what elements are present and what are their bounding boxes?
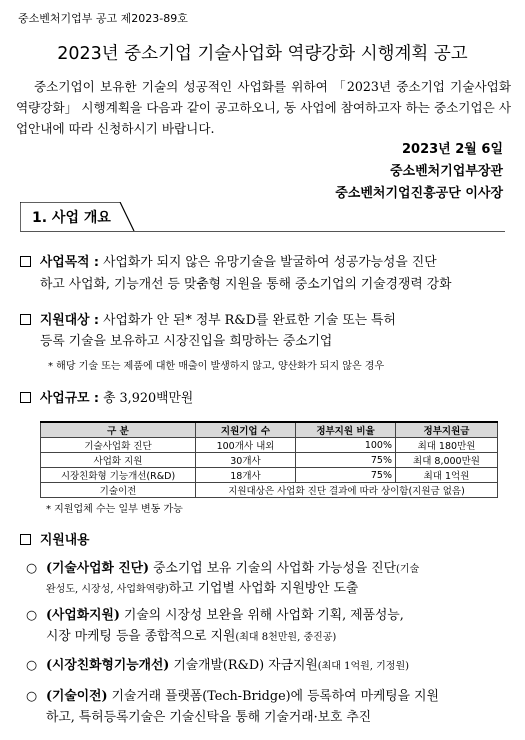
list-item-small: 완성도, 시장성, 사업화역량) [46, 584, 169, 595]
scale-text: 총 3,920백만원 [103, 391, 194, 406]
content-item [20, 530, 500, 551]
purpose-head: 사업목적 : [40, 255, 100, 270]
table-cell: 75% [296, 468, 396, 483]
budget-table [40, 421, 498, 498]
list-item [26, 686, 504, 708]
section-divider [20, 231, 505, 232]
table-cell: 최대 180만원 [396, 438, 498, 453]
table-row [41, 468, 498, 483]
table-header-row [41, 422, 498, 438]
table-cell: 사업화 지원 [41, 453, 196, 468]
table-row [41, 483, 498, 498]
table-cell: 시장친화형 기능개선(R&D) [41, 468, 196, 483]
table-cell: 75% [296, 453, 396, 468]
list-item-text: 기술거래 플랫폼(Tech-Bridge)에 등록하여 마케팅을 지원 [107, 689, 439, 704]
list-item-line2 [46, 578, 524, 601]
target-text-2: 등록 기술을 보유하고 시장진입을 희망하는 중소기업 [40, 334, 333, 349]
table-cell: 기술사업화 진단 [41, 438, 196, 453]
purpose-item [20, 252, 500, 273]
circle-bullet-icon: ○ [26, 608, 38, 623]
table-cell: 30개사 [196, 453, 296, 468]
scale-head: 사업규모 : [40, 391, 100, 406]
circle-bullet-icon: ○ [26, 561, 38, 576]
list-item-small: (최대 8천만원, 중진공) [235, 632, 337, 643]
target-note: * 해당 기술 또는 제품에 대한 매출이 발생하지 않고, 양산화가 되지 않은 경우 [48, 361, 385, 372]
table-cell: 100% [296, 438, 396, 453]
table-cell: 최대 8,000만원 [396, 453, 498, 468]
table-cell: 최대 1억원 [396, 468, 498, 483]
list-item-label: (기술이전) [46, 689, 108, 704]
purpose-text-2: 하고 사업화, 기능개선 등 맞춤형 지원을 통해 중소기업의 기술경쟁력 강화 [40, 277, 452, 292]
checkbox-square-icon [20, 314, 31, 325]
list-item-line2 [46, 707, 524, 729]
table-row [41, 453, 498, 468]
section-tab [20, 202, 135, 232]
content-head: 지원내용 [40, 533, 90, 548]
list-item-small: (최대 1억원, 기정원) [317, 661, 410, 672]
table-header: 지원기업 수 [196, 422, 296, 438]
checkbox-square-icon [20, 534, 31, 545]
table-cell: 기술이전 [41, 483, 196, 498]
target-head: 지원대상 : [40, 313, 100, 328]
list-item-text: 기술의 시장성 보완을 위해 사업화 기획, 제품성능, [119, 608, 404, 623]
purpose-text-1: 사업화가 되지 않은 유망기술을 발굴하여 성공가능성을 진단 [103, 255, 437, 270]
table-cell: 100개사 내외 [196, 438, 296, 453]
list-item-text: 중소기업 보유 기술의 사업화 가능성을 진단 [149, 561, 397, 576]
list-item [26, 605, 504, 627]
checkbox-square-icon [20, 256, 31, 267]
page-title: 2023년 중소기업 기술사업화 역량강화 시행계획 공고 [57, 44, 468, 64]
table-header: 구 분 [41, 422, 196, 438]
intro-paragraph: 중소기업이 보유한 기술의 성공적인 사업화를 위하여 「2023년 중소기업 기술사업화 역량강화」 시행계획을 다음과 같이 공고하오니, 동 사업에 참여하고자 하는 중소기업은 사업안내에 따라 신청하시기 바랍니다. [16, 79, 511, 136]
table-cell: 지원대상은 사업화 진단 결과에 따라 상이함(지원금 없음) [196, 483, 498, 498]
table-header: 정부지원금 [396, 422, 498, 438]
table-cell: 18개사 [196, 468, 296, 483]
section-title: 1. 사업 개요 [32, 210, 111, 226]
notice-date: 2023년 2월 6일 [402, 142, 503, 157]
target-item [20, 310, 500, 331]
table-row [41, 438, 498, 453]
list-item-small: (기술 [396, 564, 420, 575]
circle-bullet-icon: ○ [26, 689, 38, 704]
scale-item [20, 388, 500, 409]
list-item-text: 하고 기업별 사업화 지원방안 도출 [168, 581, 359, 596]
list-item-text: 시장 마케팅 등을 종합적으로 지원 [46, 629, 236, 644]
list-item-label: (기술사업화 진단) [46, 561, 150, 576]
list-item-label: (사업화지원) [46, 608, 120, 623]
list-item [26, 655, 504, 678]
list-item-label: (시장친화형기능개선) [46, 658, 170, 673]
issuer-agency: 중소벤처기업진흥공단 이사장 [335, 186, 503, 201]
table-header: 정부지원 비율 [296, 422, 396, 438]
circle-bullet-icon: ○ [26, 658, 38, 673]
notice-number: 중소벤처기업부 공고 제2023-89호 [18, 12, 188, 25]
list-item-text: 기술개발(R&D) 자금지원 [169, 658, 318, 673]
checkbox-square-icon [20, 392, 31, 403]
issuer-ministry: 중소벤처기업부장관 [389, 164, 503, 179]
target-text-1: 사업화가 안 된* 정부 R&D를 완료한 기술 또는 특허 [103, 313, 396, 328]
list-item-text: 하고, 특허등록기술은 기술신탁을 통해 기술거래·보호 추진 [46, 710, 372, 725]
scale-note: * 지원업체 수는 일부 변동 가능 [46, 504, 183, 515]
list-item-line2 [46, 626, 524, 649]
